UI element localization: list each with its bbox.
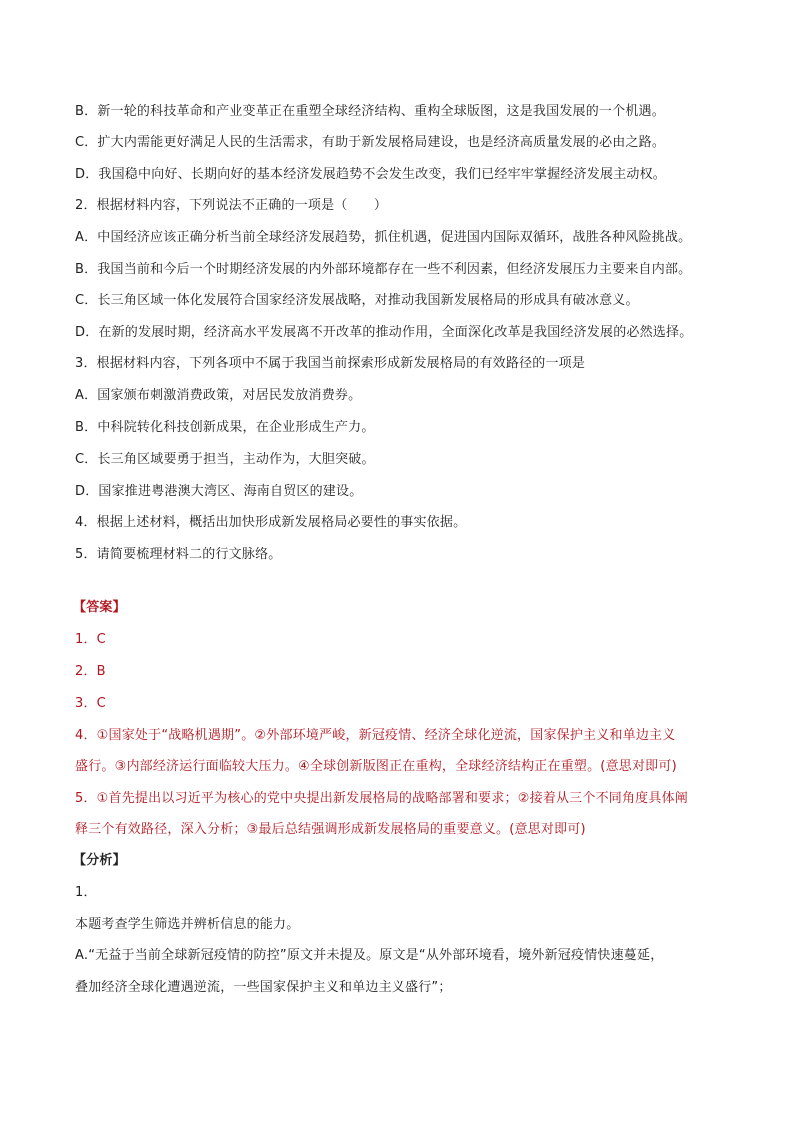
q3-option-c: C．长三角区域要勇于担当，主动作为，大胆突破。 <box>75 452 375 467</box>
answer-4-line2: 盛行。③内部经济运行面临较大压力。④全球创新版图正在重构，全球经济结构正在重塑。(意思对即可) <box>75 759 677 774</box>
answer-1: 1．C <box>75 632 106 647</box>
q3-option-b: B．中科院转化科技创新成果，在企业形成生产力。 <box>75 420 375 435</box>
q4-stem: 4．根据上述材料，概括出加快形成新发展格局必要性的事实依据。 <box>75 515 467 530</box>
answer-4-line1: 4．①国家处于“战略机遇期”。②外部环境严峻，新冠疫情、经济全球化逆流，国家保护主义和单边主义 <box>75 728 676 743</box>
q1-option-c: C．扩大内需能更好满足人民的生活需求，有助于新发展格局建设，也是经济高质量发展的必由之路。 <box>75 135 666 150</box>
q1-option-d: D．我国稳中向好、长期向好的基本经济发展趋势不会发生改变，我们已经牢牢掌握经济发展主动权。 <box>75 167 667 182</box>
analysis-intro: 本题考查学生筛选并辨析信息的能力。 <box>75 917 300 932</box>
answer-2: 2．B <box>75 664 106 679</box>
q2-option-a: A．中国经济应该正确分析当前全球经济发展趋势，抓住机遇，促进国内国际双循环，战胜各种风险挑战。 <box>75 230 692 245</box>
answer-heading: 【答案】 <box>73 600 126 615</box>
q5-stem: 5．请简要梳理材料二的行文脉络。 <box>75 547 282 562</box>
q3-option-a: A．国家颁布刺激消费政策，对居民发放消费券。 <box>75 388 362 403</box>
analysis-a-line1: A.“无益于当前全球新冠疫情的防控”原文并未提及。原文是“从外部环境看，境外新冠疫情快速蔓延， <box>75 948 664 963</box>
answer-3: 3．C <box>75 696 106 711</box>
answer-5-line2: 释三个有效路径，深入分析；③最后总结强调形成新发展格局的重要意义。(意思对即可) <box>75 822 586 837</box>
q3-stem: 3．根据材料内容，下列各项中不属于我国当前探索形成新发展格局的有效路径的一项是 <box>75 356 586 371</box>
answer-5-line1: 5．①首先提出以习近平为核心的党中央提出新发展格局的战略部署和要求；②接着从三个不同角度具体阐 <box>75 791 688 806</box>
q2-option-d: D．在新的发展时期，经济高水平发展离不开改革的推动作用，全面深化改革是我国经济发展的必然选择。 <box>75 325 693 340</box>
analysis-number-1: 1． <box>75 885 97 900</box>
q2-option-c: C．长三角区域一体化发展符合国家经济发展战略，对推动我国新发展格局的形成具有破冰意义。 <box>75 293 639 308</box>
q2-stem: 2．根据材料内容，下列说法不正确的一项是（ ） <box>75 198 388 213</box>
analysis-heading: 【分析】 <box>73 853 126 868</box>
q3-option-d: D．国家推进粤港澳大湾区、海南自贸区的建设。 <box>75 484 363 499</box>
q1-option-b: B．新一轮的科技革命和产业变革正在重塑全球经济结构、重构全球版图，这是我国发展的一个机遇。 <box>75 104 665 119</box>
analysis-a-line2: 叠加经济全球化遭遇逆流，一些国家保护主义和单边主义盛行”； <box>75 980 452 995</box>
q2-option-b: B．我国当前和今后一个时期经济发展的内外部环境都存在一些不利因素，但经济发展压力主要来自内部。 <box>75 262 692 277</box>
